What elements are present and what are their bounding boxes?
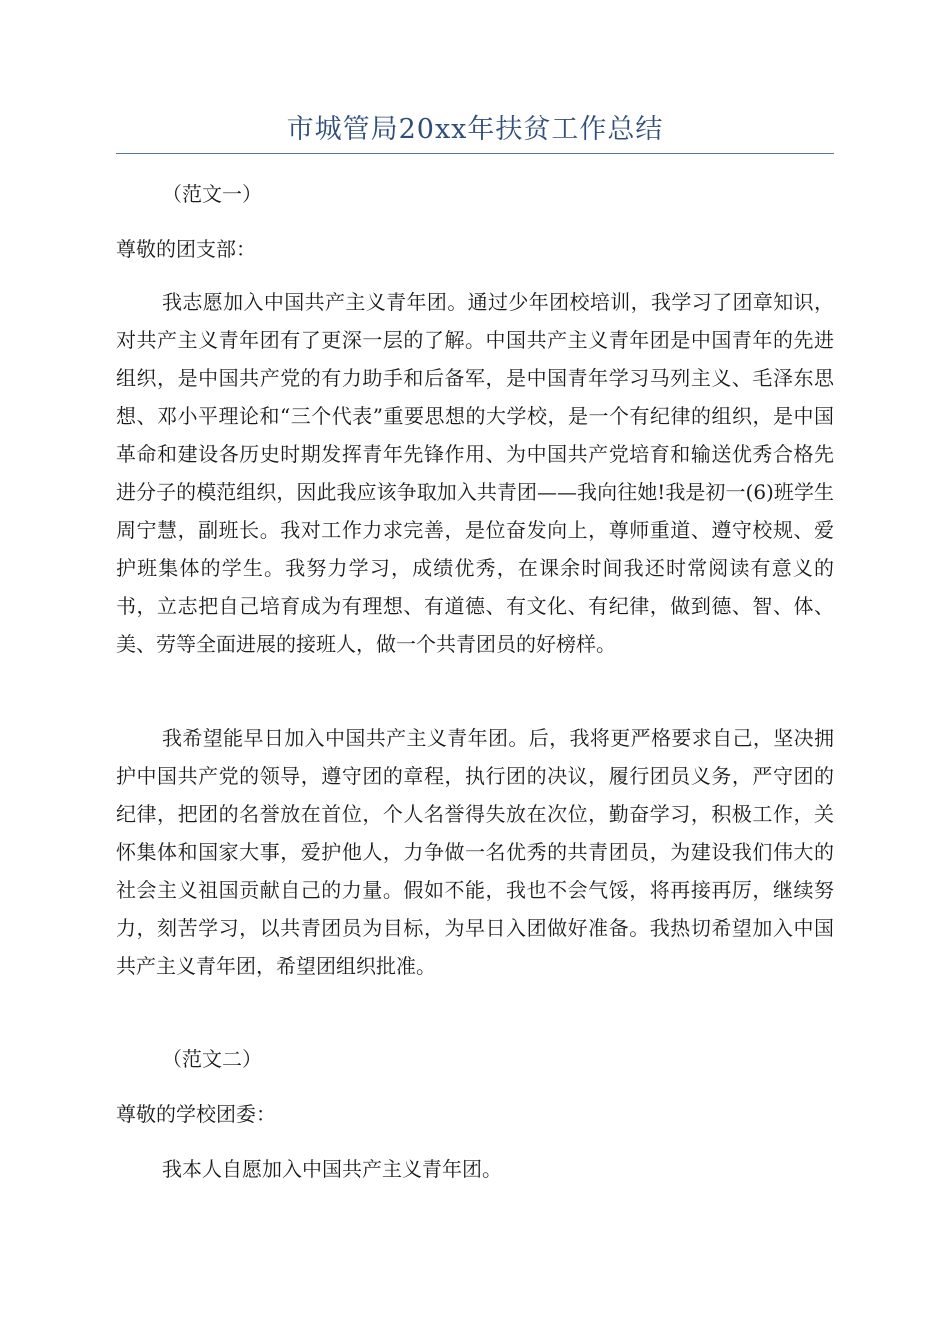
sample1-paragraph-2: 我希望能早日加入中国共产主义青年团。后，我将更严格要求自己，坚决拥护中国共产党的领导，遵守团的章程，执行团的决议，履行团员义务，严守团的纪律，把团的名誉放在首位，个人名誉得失放在次位，勤奋学习，积极工作，关怀集体和国家大事，爱护他人，力争做一名优秀的共青团员，为建设我们伟大的社会主义祖国贡献自己的力量。假如不能，我也不会气馁，将再接再厉，继续努力，刻苦学习，以共青团员为目标，为早日入团做好准备。我热切希望加入中国共产主义青年团，希望团组织批准。	[116, 726, 834, 978]
sample2-label: （范文二）	[162, 1047, 262, 1071]
sample1-paragraph-1: 我志愿加入中国共产主义青年团。通过少年团校培训，我学习了团章知识，对共产主义青年团有了更深一层的了解。中国共产主义青年团是中国青年的先进组织，是中国共产党的有力助手和后备军，是中国青年学习马列主义、毛泽东思想、邓小平理论和“三个代表”重要思想的大学校，是一个有纪律的组织，是中国革命和建设各历史时期发挥青年先锋作用、为中国共产党培育和输送优秀合格先进分子的模范组织，因此我应该争取加入共青团——我向往她!我是初一(6)班学生周宁慧，副班长。我对工作力求完善，是位奋发向上，尊师重道、遵守校规、爱护班集体的学生。我努力学习，成绩优秀，在课余时间我还时常阅读有意义的书，立志把自己培育成为有理想、有道德、有文化、有纪律，做到德、智、体、美、劳等全面进展的接班人，做一个共青团员的好榜样。	[116, 290, 834, 656]
sample1-salutation: 尊敬的团支部：	[116, 237, 256, 261]
sample2-salutation: 尊敬的学校团委：	[116, 1102, 276, 1126]
document-title: 市城管局20xx年扶贫工作总结	[286, 114, 664, 145]
sample2-paragraph-1: 我本人自愿加入中国共产主义青年团。	[162, 1157, 502, 1181]
title-underline	[116, 153, 834, 154]
sample1-label: （范文一）	[162, 182, 262, 206]
